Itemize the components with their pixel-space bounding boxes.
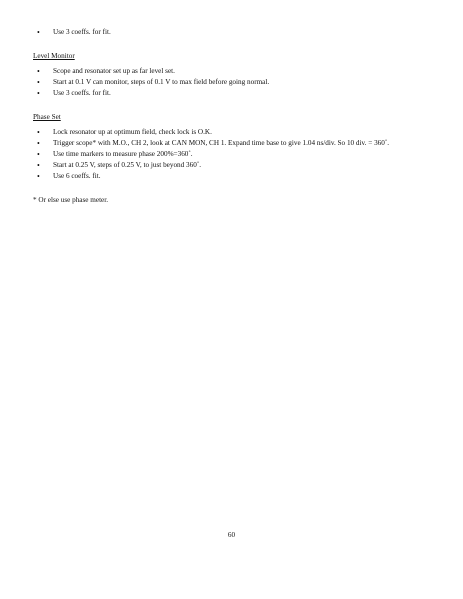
list-item-text: Use time markers to measure phase 200%=360˚. [53,150,193,159]
bullet-icon: • [37,161,40,171]
list-item-text: Scope and resonator set up as far level set. [53,67,175,76]
list-item-text: Start at 0.1 V can monitor, steps of 0.1 V to max field before going normal. [53,78,270,87]
list-item [33,89,433,99]
list-item [33,172,433,182]
page-content [33,28,433,205]
list-item [33,161,433,171]
list-item-text: Lock resonator up at optimum field, check lock is O.K. [53,128,212,137]
list-item-text: Use 6 coeffs. fit. [53,172,101,181]
bullet-icon: • [37,128,40,138]
phase-set-list [33,128,433,182]
list-item-text: Use 3 coeffs. for fit. [53,89,111,98]
bullet-icon: • [37,172,40,182]
bullet-icon: • [37,150,40,160]
list-item [33,139,433,149]
bullet-icon: • [37,28,40,37]
level-monitor-list [33,67,433,99]
list-item [33,78,433,88]
page-number: 60 [227,531,236,539]
bullet-icon: • [37,78,40,88]
list-item-text: Use 3 coeffs. for fit. [53,28,111,36]
list-item-text: Start at 0.25 V, steps of 0.25 V, to just beyond 360˚. [53,161,202,170]
list-item-text: Trigger scope* with M.O., CH 2, look at CAN MON, CH 1. Expand time base to give 1.04 ns/div. So 10 div. = 360˚. [53,139,390,148]
list-item [33,28,433,38]
bullet-icon: • [37,67,40,77]
section-heading-phase-set: Phase Set [33,112,61,121]
section-heading-level-monitor: Level Monitor [33,51,75,60]
list-item [33,128,433,138]
intro-list [33,28,433,38]
list-item [33,67,433,77]
bullet-icon: • [37,139,40,149]
list-item [33,150,433,160]
footnote: * Or else use phase meter. [33,195,109,204]
bullet-icon: • [37,89,40,99]
